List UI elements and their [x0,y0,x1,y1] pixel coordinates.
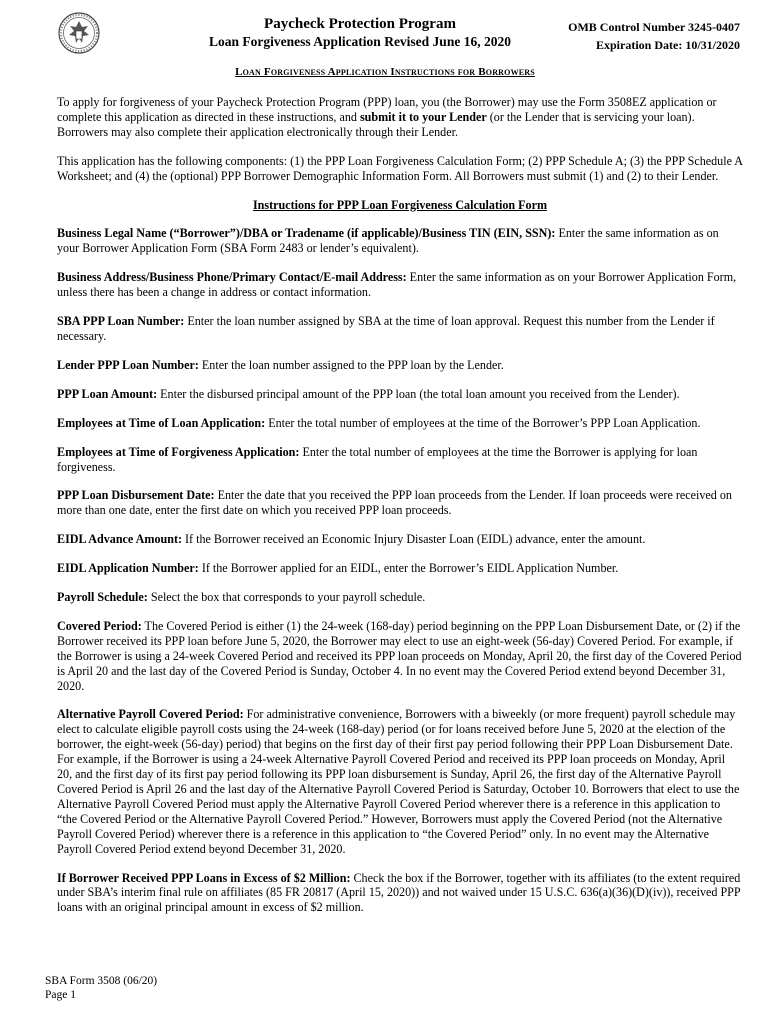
instruction-item [57,488,743,518]
instruction-text: Enter the same information as on your Borrower Application Form, unless there has been a change in address or contact information. [57,270,737,300]
intro-paragraph-1 [57,95,743,140]
instruction-item [57,707,743,856]
instruction-text: Enter the loan number assigned to the PPP loan by the Lender. [198,357,504,372]
instruction-item [57,314,743,344]
form-number: SBA Form 3508 (06/20) [45,975,158,987]
instruction-term: PPP Loan Disbursement Date: [57,488,215,503]
instruction-item [57,358,743,373]
instruction-text: If the Borrower received an Economic Injury Disaster Loan (EIDL) advance, enter the amount. [182,532,646,547]
instruction-item [57,619,743,694]
program-title: Paycheck Protection Program [264,16,456,32]
instruction-term: If Borrower Received PPP Loans in Excess of $2 Million: [57,870,351,885]
instruction-item [57,532,743,547]
section-title: Instructions for PPP Loan Forgiveness Calculation Form [252,197,548,212]
instruction-text: Enter the date that you received the PPP loan proceeds from the Lender. If loan proceeds were received on more than one date, enter the first date on which you received PPP loan proceeds. [57,488,732,518]
instruction-term: Employees at Time of Loan Application: [57,415,266,430]
page-footer [45,974,157,1002]
instruction-text: Enter the total number of employees at the time of the Borrower’s PPP Loan Application. [265,415,701,430]
instruction-text: Enter the same information as on your Borrower Application Form (SBA Form 2483 or lender’s equivalent). [57,226,719,256]
instruction-term: Payroll Schedule: [57,590,148,605]
instructions-title: Loan Forgiveness Application Instructions for Borrowers [235,66,535,78]
instruction-term: Alternative Payroll Covered Period: [57,707,244,722]
instruction-term: Lender PPP Loan Number: [57,357,199,372]
instruction-term: SBA PPP Loan Number: [57,314,185,329]
intro-text-b: (or the Lender that is servicing your loan). Borrowers may also complete their application electronically through their Lender. [57,109,695,139]
form-subtitle: Loan Forgiveness Application Revised June 16, 2020 [209,34,511,49]
instruction-text: Enter the disbursed principal amount of the PPP loan (the total loan amount you received from the Lender). [157,386,680,401]
instruction-term: EIDL Advance Amount: [57,532,182,547]
omb-info [520,18,740,54]
instruction-term: Business Address/Business Phone/Primary Contact/E-mail Address: [57,270,407,285]
intro-text-bold: submit it to your Lender [359,109,487,124]
expiration-date: Expiration Date: 10/31/2020 [596,38,740,52]
instruction-text: Check the box if the Borrower, together with its affiliates (to the extent required under SBA’s interim final rule on affiliates (85 FR 20817 (April 15, 2020)) and not waived under 15 U.S.C. 636(a)(36)(D)(iv)), received PPP loans with an original principal amount in excess of $2 million. [57,870,741,915]
instructions-body [57,95,743,929]
intro-paragraph-2: This application has the following components: (1) the PPP Loan Forgiveness Calculation Form; (2) PPP Schedule A; (3) the PPP Schedule A Worksheet; and (4) the (optional) PPP Borrower Demographic Information Form. All Borrowers must submit (1) and (2) to their Lender. [57,153,743,183]
instruction-term: PPP Loan Amount: [57,386,158,401]
instruction-item [57,871,743,916]
instruction-item [57,226,743,256]
instruction-item [57,270,743,300]
instruction-item [57,561,743,576]
instruction-item [57,416,743,431]
omb-control-number: OMB Control Number 3245-0407 [568,20,740,34]
instruction-text: The Covered Period is either (1) the 24-week (168-day) period beginning on the PPP Loan Disbursement Date, or (2) if the Borrower received its PPP loan before June 5, 2020, the Borrower may elect to use an eight-week (56-day) Covered Period. For example, if the Borrower is using a 24-week Covered Period and received its PPP loan proceeds on Monday, April 20, the first day of the Covered Period is April 20 and the last day of the Covered Period is Sunday, October 4. In no event may the Covered Period extend beyond December 31, 2020. [57,618,742,693]
instruction-text: Select the box that corresponds to your payroll schedule. [147,590,426,605]
instruction-item [57,387,743,402]
instruction-item [57,590,743,605]
instruction-item [57,445,743,475]
page-number: Page 1 [45,989,76,1001]
instruction-term: Covered Period: [57,618,142,633]
instruction-text: Enter the total number of employees at the time the Borrower is applying for loan forgiveness. [57,444,698,474]
instruction-text: For administrative convenience, Borrowers with a biweekly (or more frequent) payroll schedule may elect to calculate eligible payroll costs using the 24-week (168-day) period (or for loans received before June 5, 2020 at the election of the borrower, the eight-week (56-day) period) that begins on the first day of their first pay period following their PPP Loan Disbursement Date. For example, if the Borrower is using a 24-week Alternative Payroll Covered Period and received its PPP loan proceeds on Monday, April 20, and the first day of its first pay period following its PPP loan disbursement is Sunday, April 26, the first day of the Alternative Payroll Covered Period is April 26 and the last day of the Alternative Payroll Covered Period is Saturday, October 10. Borrowers that elect to use the Alternative Payroll Covered Period must apply the Alternative Payroll Covered Period wherever there is a reference in this application to “the Covered Period or the Alternative Payroll Covered Period.” However, Borrowers must apply the Covered Period (not the Alternative Payroll Covered Period) wherever there is a reference in this application to “the Covered Period” only. In no event may the Alternative Payroll Covered Period extend beyond December 31, 2020. [57,707,740,856]
instruction-text: Enter the loan number assigned by SBA at the time of loan approval. Request this number from the Lender if necessary. [57,314,715,343]
intro-text-a: To apply for forgiveness of your Paycheck Protection Program (PPP) loan, you (the Borrower) may use the Form 3508EZ application or complete this application as directed in these instructions, and [57,95,717,124]
instruction-term: Employees at Time of Forgiveness Application: [57,444,300,459]
form-header [180,15,540,51]
instruction-text: If the Borrower applied for an EIDL, enter the Borrower’s EIDL Application Number. [198,561,619,576]
instruction-term: Business Legal Name (“Borrower”)/DBA or Tradename (if applicable)/Business TIN (EIN, SSN): [57,226,556,241]
sba-seal-icon [58,12,100,54]
instruction-term: EIDL Application Number: [57,561,199,576]
